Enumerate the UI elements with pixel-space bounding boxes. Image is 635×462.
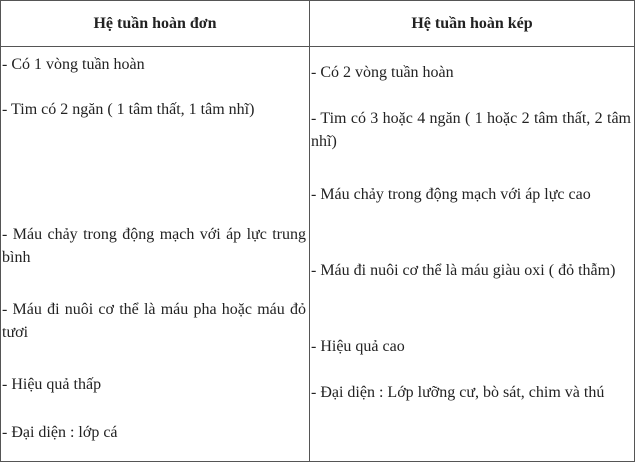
header-double-circulation: Hệ tuần hoàn kép — [310, 1, 635, 47]
double-item-loops: - Có 2 vòng tuần hoàn — [311, 64, 454, 81]
header-single-circulation: Hệ tuần hoàn đơn — [1, 1, 310, 47]
single-item-heart: - Tim có 2 ngăn ( 1 tâm thất, 1 tâm nhĩ) — [2, 101, 255, 118]
single-item-pressure: - Máu chảy trong động mạch với áp lực trung bình — [2, 226, 306, 266]
single-item-loops: - Có 1 vòng tuần hoàn — [2, 56, 145, 73]
content-row — [1, 47, 635, 462]
header-row — [1, 1, 635, 47]
single-circulation-cell — [1, 47, 310, 462]
single-item-blood: - Máu đi nuôi cơ thể là máu pha hoặc máu đỏ tươi — [2, 301, 306, 341]
double-item-pressure: - Máu chảy trong động mạch với áp lực cao — [311, 186, 591, 203]
single-item-examples: - Đại diện : lớp cá — [2, 424, 118, 441]
double-item-examples: - Đại diện : Lớp lưỡng cư, bò sát, chim và thú — [311, 384, 605, 401]
single-item-efficiency: - Hiệu quả thấp — [2, 376, 102, 393]
double-item-heart: - Tim có 3 hoặc 4 ngăn ( 1 hoặc 2 tâm thất, 2 tâm nhĩ) — [311, 110, 631, 150]
double-item-efficiency: - Hiệu quả cao — [311, 338, 405, 355]
double-circulation-cell — [310, 47, 635, 462]
double-item-blood: - Máu đi nuôi cơ thể là máu giàu oxi ( đỏ thẫm) — [311, 262, 616, 279]
